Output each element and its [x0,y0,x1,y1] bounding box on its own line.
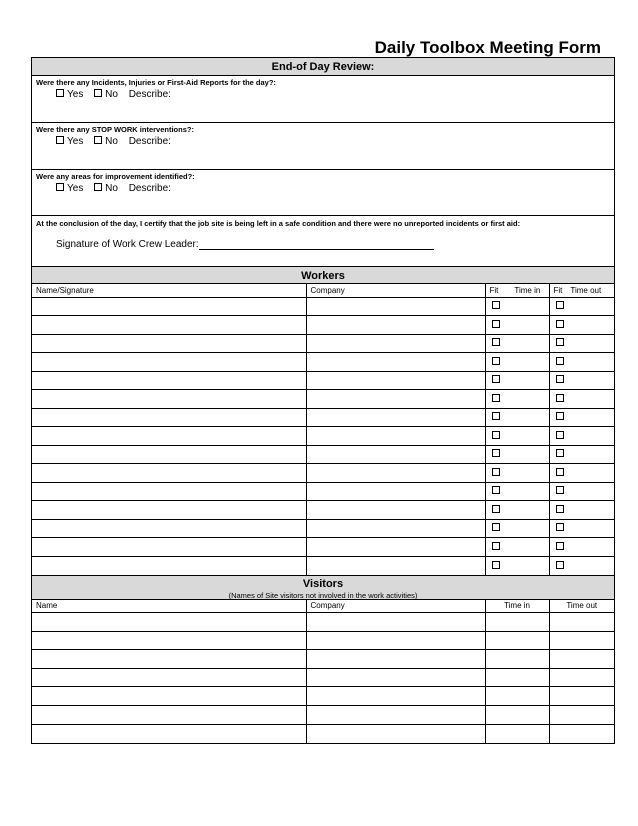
certification-block [32,216,614,266]
fit-out-cell[interactable] [549,501,614,520]
name-field[interactable] [32,297,306,316]
fit-checkbox[interactable] [556,449,564,457]
describe-label: Describe: [128,89,171,100]
name-field[interactable] [32,408,306,427]
yes-checkbox[interactable] [56,183,64,191]
fit-checkbox[interactable] [556,412,564,420]
fit-checkbox[interactable] [556,357,564,365]
name-field[interactable] [32,464,306,483]
signature-line [56,239,434,250]
company-field[interactable] [306,613,485,632]
visitor-row [32,613,614,632]
worker-row [32,371,614,390]
col-name-signature: Name/Signature [32,284,306,297]
name-field[interactable] [32,316,306,335]
company-field[interactable] [306,519,485,538]
fit-in-cell[interactable] [485,297,549,316]
no-option[interactable]: No [94,89,118,100]
company-field[interactable] [306,650,485,669]
company-field[interactable] [306,445,485,464]
worker-row [32,501,614,520]
describe-label: Describe: [128,183,171,194]
fit-checkbox[interactable] [556,523,564,531]
time-in-field[interactable] [485,724,549,743]
name-field[interactable] [32,687,306,706]
name-field[interactable] [32,613,306,632]
workers-table [32,284,614,575]
fit-checkbox[interactable] [556,338,564,346]
fit-out-cell[interactable] [549,445,614,464]
company-field[interactable] [306,316,485,335]
fit-checkbox[interactable] [556,375,564,383]
time-in-field[interactable] [485,613,549,632]
visitors-table-header [32,600,614,613]
fit-checkbox[interactable] [556,431,564,439]
worker-row [32,538,614,557]
fit-out-cell[interactable] [549,371,614,390]
fit-checkbox[interactable] [492,505,500,513]
question-options [56,136,171,147]
visitor-row [32,705,614,724]
workers-header: Workers [32,266,614,284]
no-option[interactable]: No [94,183,118,194]
time-in-field[interactable] [485,705,549,724]
company-field[interactable] [306,724,485,743]
fit-in-cell[interactable] [485,556,549,575]
fit-checkbox[interactable] [492,523,500,531]
fit-checkbox[interactable] [492,320,500,328]
no-checkbox[interactable] [94,183,102,191]
fit-out-cell[interactable] [549,464,614,483]
name-field[interactable] [32,390,306,409]
time-in-field[interactable] [485,668,549,687]
question-improvement [32,170,614,216]
fit-in-cell[interactable] [485,353,549,372]
fit-out-cell[interactable] [549,482,614,501]
name-field[interactable] [32,445,306,464]
no-option[interactable]: No [94,136,118,147]
name-field[interactable] [32,538,306,557]
visitors-title: Visitors [302,577,344,590]
name-field[interactable] [32,482,306,501]
company-field[interactable] [306,482,485,501]
fit-in-cell[interactable] [485,408,549,427]
time-in-field[interactable] [485,650,549,669]
visitors-table [32,600,614,743]
company-field[interactable] [306,501,485,520]
fit-in-cell[interactable] [485,482,549,501]
fit-checkbox[interactable] [556,301,564,309]
fit-out-cell[interactable] [549,556,614,575]
fit-checkbox[interactable] [556,542,564,550]
time-out-field[interactable] [549,613,614,632]
company-field[interactable] [306,297,485,316]
name-field[interactable] [32,631,306,650]
fit-in-cell[interactable] [485,334,549,353]
time-out-field[interactable] [549,650,614,669]
fit-checkbox[interactable] [492,542,500,550]
name-field[interactable] [32,371,306,390]
fit-out-cell[interactable] [549,334,614,353]
time-out-field[interactable] [549,687,614,706]
signature-field[interactable] [199,239,434,250]
company-field[interactable] [306,668,485,687]
visitor-row [32,631,614,650]
company-field[interactable] [306,687,485,706]
fit-in-cell[interactable] [485,427,549,446]
visitor-row [32,724,614,743]
fit-in-cell[interactable] [485,501,549,520]
yes-option[interactable]: Yes [56,89,83,100]
name-field[interactable] [32,501,306,520]
visitor-row [32,668,614,687]
no-checkbox[interactable] [94,89,102,97]
worker-row [32,297,614,316]
company-field[interactable] [306,631,485,650]
worker-row [32,408,614,427]
no-checkbox[interactable] [94,136,102,144]
describe-label: Describe: [128,136,171,147]
fit-out-cell[interactable] [549,427,614,446]
fit-checkbox[interactable] [556,561,564,569]
name-field[interactable] [32,334,306,353]
fit-out-cell[interactable] [549,297,614,316]
fit-checkbox[interactable] [556,486,564,494]
fit-out-cell[interactable] [549,519,614,538]
worker-row [32,445,614,464]
company-field[interactable] [306,705,485,724]
fit-out-cell[interactable] [549,316,614,335]
company-field[interactable] [306,538,485,557]
fit-out-cell[interactable] [549,408,614,427]
certify-statement: At the conclusion of the day, I certify that the job site is being left in a safe condition and there were no unreported incidents or first aid: [36,219,521,228]
time-in-field[interactable] [485,687,549,706]
worker-row [32,482,614,501]
company-field[interactable] [306,390,485,409]
time-out-field[interactable] [549,724,614,743]
form-title: Daily Toolbox Meeting Form [374,38,601,57]
fit-checkbox[interactable] [492,412,500,420]
company-field[interactable] [306,408,485,427]
fit-checkbox[interactable] [492,394,500,402]
company-field[interactable] [306,464,485,483]
fit-in-cell[interactable] [485,371,549,390]
fit-checkbox[interactable] [492,468,500,476]
fit-checkbox[interactable] [556,320,564,328]
worker-row [32,464,614,483]
fit-out-cell[interactable] [549,390,614,409]
worker-row [32,334,614,353]
col-name: Name [32,600,306,613]
fit-checkbox[interactable] [492,375,500,383]
company-field[interactable] [306,353,485,372]
fit-checkbox[interactable] [492,561,500,569]
time-out-field[interactable] [549,668,614,687]
fit-checkbox[interactable] [556,394,564,402]
question-stop-work [32,123,614,170]
question-options [56,183,171,194]
fit-checkbox[interactable] [492,431,500,439]
name-field[interactable] [32,427,306,446]
yes-checkbox[interactable] [56,136,64,144]
fit-checkbox[interactable] [492,301,500,309]
fit-checkbox[interactable] [492,338,500,346]
worker-row [32,353,614,372]
question-label: Were there any STOP WORK interventions?: [36,125,194,134]
time-out-field[interactable] [549,705,614,724]
visitor-row [32,650,614,669]
fit-in-cell[interactable] [485,519,549,538]
question-label: Were any areas for improvement identified?: [36,172,195,181]
yes-checkbox[interactable] [56,89,64,97]
question-incidents [32,76,614,123]
yes-option[interactable]: Yes [56,136,83,147]
company-field[interactable] [306,556,485,575]
fit-checkbox[interactable] [556,468,564,476]
company-field[interactable] [306,334,485,353]
fit-checkbox[interactable] [556,505,564,513]
worker-row [32,427,614,446]
time-out-field[interactable] [549,631,614,650]
col-time-out: Time out [549,600,614,613]
name-field[interactable] [32,556,306,575]
col-time-in: Time in [485,600,549,613]
fit-in-cell[interactable] [485,390,549,409]
question-options [56,89,171,100]
end-of-day-review-header: End-of Day Review: [32,58,614,76]
fit-in-cell[interactable] [485,464,549,483]
fit-out-cell[interactable] [549,538,614,557]
signature-label: Signature of Work Crew Leader: [56,239,199,250]
yes-option[interactable]: Yes [56,183,83,194]
fit-in-cell[interactable] [485,538,549,557]
fit-checkbox[interactable] [492,449,500,457]
col-company: Company [306,284,485,297]
fit-checkbox[interactable] [492,357,500,365]
form-container [31,57,615,744]
worker-row [32,390,614,409]
visitors-header [32,575,614,600]
worker-row [32,519,614,538]
fit-in-cell[interactable] [485,316,549,335]
name-field[interactable] [32,724,306,743]
name-field[interactable] [32,519,306,538]
fit-out-cell[interactable] [549,353,614,372]
company-field[interactable] [306,371,485,390]
name-field[interactable] [32,353,306,372]
time-in-field[interactable] [485,631,549,650]
fit-checkbox[interactable] [492,486,500,494]
worker-row [32,316,614,335]
fit-in-cell[interactable] [485,445,549,464]
col-company: Company [306,600,485,613]
name-field[interactable] [32,705,306,724]
question-label: Were there any Incidents, Injuries or First-Aid Reports for the day?: [36,78,276,87]
visitors-subtitle: (Names of Site visitors not involved in the work activities) [228,590,418,600]
name-field[interactable] [32,650,306,669]
worker-row [32,556,614,575]
visitor-row [32,687,614,706]
company-field[interactable] [306,427,485,446]
name-field[interactable] [32,668,306,687]
col-fit-time-out: Fit Time out [549,284,614,297]
col-fit-time-in: Fit Time in [485,284,549,297]
workers-table-header [32,284,614,297]
